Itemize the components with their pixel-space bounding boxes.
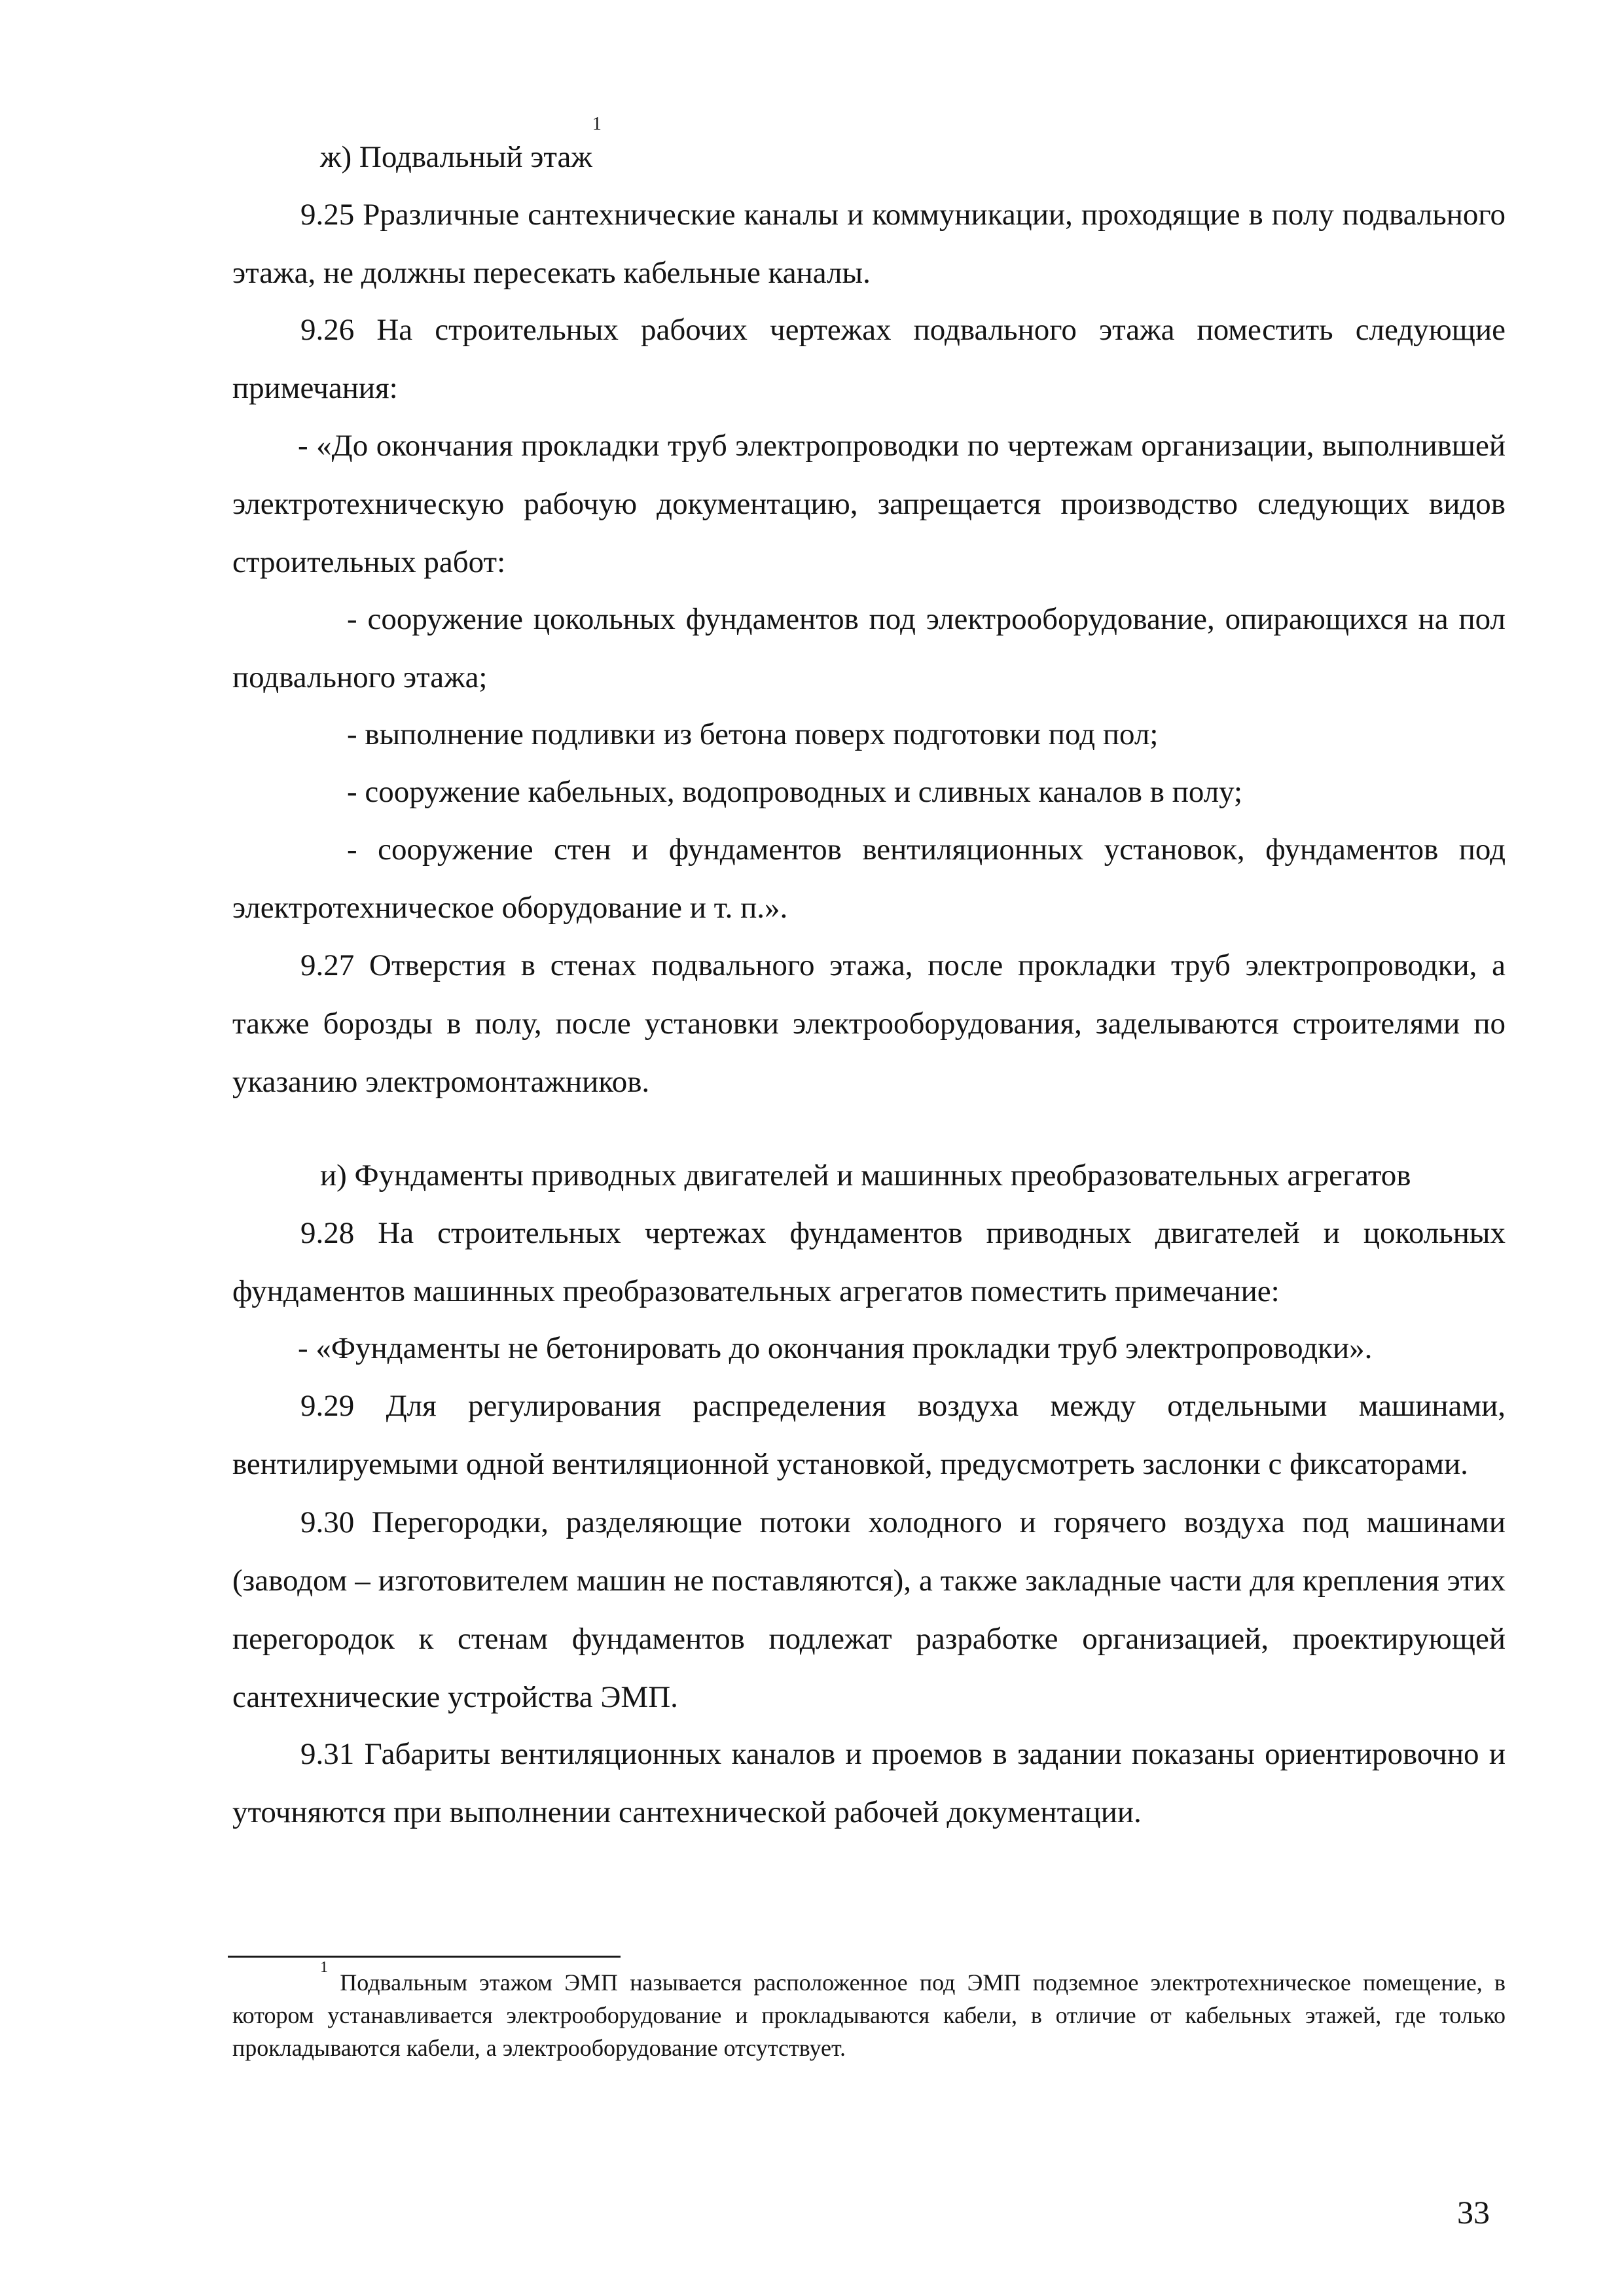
- list-item-9-26-3: - сооружение кабельных, водопроводных и сливных каналов в полу;: [347, 775, 1243, 809]
- paragraph-9-29: 9.29 Для регулирования распределения воздуха между отдельными машинами, вентилируемыми одной вентиляционной установкой, предусмотреть заслонки с фиксаторами.: [232, 1389, 1506, 1481]
- list-item-9-26-4: - сооружение стен и фундаментов вентиляционных установок, фундаментов под электротехническое оборудование и т. п.».: [232, 833, 1506, 925]
- footnote-text: Подвальным этажом ЭМП называется расположенное под ЭМП подземное электротехническое помещение, в котором устанавливается электрооборудование и прокладываются кабели, в отличие от кабельных этажей, где только прокладываются кабели, а электрооборудование отсутствует.: [232, 1969, 1506, 2061]
- paragraph-9-25: 9.25 Рразличные сантехнические каналы и коммуникации, проходящие в полу подвального этажа, не должны пересекать кабельные каналы.: [232, 198, 1506, 290]
- paragraph-9-30: 9.30 Перегородки, разделяющие потоки холодного и горячего воздуха под машинами (заводом – изготовителем машин не поставляются), а также закладные части для крепления этих перегородок к стенам фундаментов подлежат разработке организацией, проектирующей сантехнические устройства ЭМП.: [232, 1505, 1506, 1714]
- footnote: [232, 1959, 1506, 2064]
- section-heading-foundations: и) Фундаменты приводных двигателей и машинных преобразовательных агрегатов: [320, 1158, 1411, 1193]
- paragraph-9-26: 9.26 На строительных рабочих чертежах подвального этажа поместить следующие примечания:: [232, 313, 1506, 405]
- list-item-9-26-2: - выполнение подливки из бетона поверх подготовки под пол;: [347, 717, 1159, 751]
- footnote-reference: 1: [592, 114, 602, 134]
- section-heading-text: ж) Подвальный этаж: [320, 140, 592, 174]
- footnote-marker: 1: [320, 1959, 328, 1976]
- paragraph-9-26-quote: - «До окончания прокладки труб электропроводки по чертежам организации, выполнившей электротехническую рабочую документацию, запрещается производство следующих видов строительных работ:: [232, 429, 1506, 579]
- paragraph-9-28-quote: - «Фундаменты не бетонировать до окончания прокладки труб электропроводки».: [298, 1331, 1373, 1365]
- page-number: 33: [1457, 2194, 1490, 2231]
- paragraph-9-27: 9.27 Отверстия в стенах подвального этажа, после прокладки труб электропроводки, а также борозды в полу, после установки электрооборудования, заделываются строителями по указанию электромонтажников.: [232, 948, 1506, 1099]
- paragraph-9-28: 9.28 На строительных чертежах фундаментов приводных двигателей и цокольных фундаментов машинных преобразовательных агрегатов поместить примечание:: [232, 1216, 1506, 1308]
- footnote-divider: [228, 1956, 621, 1958]
- section-heading-basement: [232, 114, 1506, 187]
- paragraph-9-31: 9.31 Габариты вентиляционных каналов и проемов в задании показаны ориентировочно и уточняются при выполнении сантехнической рабочей документации.: [232, 1737, 1506, 1829]
- list-item-9-26-1: - сооружение цокольных фундаментов под электрооборудование, опирающихся на пол подвального этажа;: [232, 602, 1506, 694]
